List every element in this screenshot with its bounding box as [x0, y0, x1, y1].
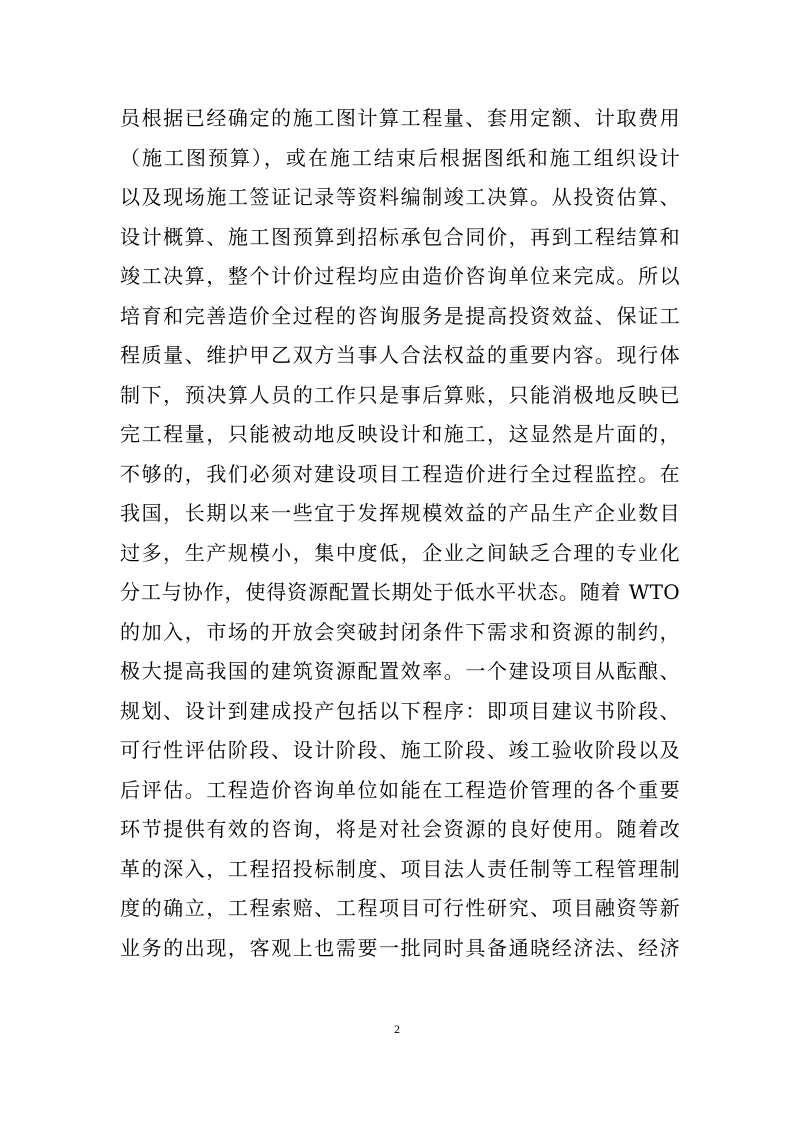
text-line-11: 我国，长期以来一些宜于发挥规模效益的产品生产企业数目: [120, 501, 680, 525]
body-text: [120, 99, 680, 968]
page-number: 2: [394, 1022, 400, 1036]
text-line-1: 员根据已经确定的施工图计算工程量、套用定额、计取费用: [120, 106, 680, 130]
text-line-15: 极大提高我国的建筑资源配置效率。一个建设项目从酝酿、: [120, 659, 680, 683]
text-line-17: 可行性评估阶段、设计阶段、施工阶段、竣工验收阶段以及: [120, 738, 680, 762]
text-line-2: （施工图预算），或在施工结束后根据图纸和施工组织设计: [120, 145, 680, 170]
text-line-12: 过多，生产规模小，集中度低，企业之间缺乏合理的专业化: [120, 540, 680, 565]
text-line-21: 度的确立，工程索赔、工程项目可行性研究、项目融资等新: [120, 896, 680, 920]
text-line-3: 以及现场施工签证记录等资料编制竣工决算。从投资估算、: [120, 185, 680, 209]
text-line-10: 不够的，我们必须对建设项目工程造价进行全过程监控。在: [120, 461, 680, 486]
text-line-9: 完工程量，只能被动地反映设计和施工，这显然是片面的，: [120, 422, 680, 446]
text-line-14: 的加入，市场的开放会突破封闭条件下需求和资源的制约，: [120, 619, 680, 644]
text-line-7: 程质量、维护甲乙双方当事人合法权益的重要内容。现行体: [120, 343, 680, 367]
text-line-18: 后评估。工程造价咨询单位如能在工程造价管理的各个重要: [120, 777, 680, 802]
text-line-5: 竣工决算，整个计价过程均应由造价咨询单位来完成。所以: [120, 264, 680, 288]
text-line-8: 制下，预决算人员的工作只是事后算账，只能消极地反映已: [120, 382, 680, 407]
text-line-20: 革的深入，工程招投标制度、项目法人责任制等工程管理制: [120, 856, 680, 881]
text-line-13: 分工与协作，使得资源配置长期处于低水平状态。随着 WTO: [120, 580, 680, 604]
text-line-4: 设计概算、施工图预算到招标承包合同价，再到工程结算和: [120, 224, 680, 249]
text-line-19: 环节提供有效的咨询，将是对社会资源的良好使用。随着改: [120, 817, 680, 841]
text-line-22: 业务的出现，客观上也需要一批同时具备通晓经济法、经济: [120, 935, 680, 960]
text-line-6: 培育和完善造价全过程的咨询服务是提高投资效益、保证工: [120, 303, 680, 328]
text-line-16: 规划、设计到建成投产包括以下程序：即项目建议书阶段、: [120, 698, 680, 723]
